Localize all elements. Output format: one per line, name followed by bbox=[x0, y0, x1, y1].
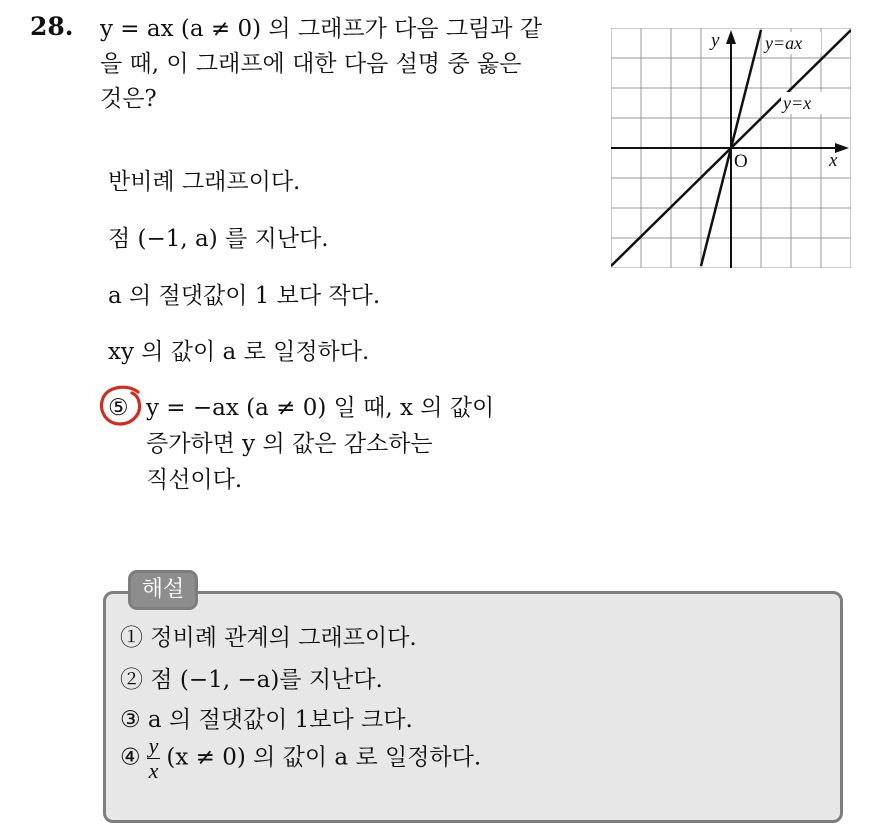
x-axis-label: x bbox=[829, 150, 838, 171]
explanation-line-4 bbox=[120, 734, 481, 783]
choice-5-line-1: y = −ax (a ≠ 0) 일 때, x 의 값이 bbox=[146, 395, 495, 421]
choice-5-line-2: 증가하면 y 의 값은 감소하는 bbox=[146, 431, 433, 457]
question-line-3: 것은? bbox=[100, 86, 157, 112]
explanation-line-4-mark: ④ bbox=[120, 744, 141, 771]
explanation-line-4-rest: (x ≠ 0) 의 값이 a 로 일정하다. bbox=[166, 744, 482, 771]
choice-3 bbox=[108, 278, 380, 314]
fraction-denominator: x bbox=[148, 758, 159, 783]
graph-figure bbox=[611, 28, 851, 268]
explanation-line-2: ② 점 (−1, −a)를 지난다. bbox=[120, 667, 383, 693]
choice-2-text: 점 (−1, a) 를 지난다. bbox=[108, 226, 329, 252]
choice-4 bbox=[108, 334, 369, 370]
choice-2 bbox=[108, 221, 329, 257]
y-axis-arrow bbox=[726, 30, 736, 44]
choice-1 bbox=[108, 164, 300, 200]
answer-circle-mark bbox=[98, 384, 146, 428]
y-axis-label: y bbox=[711, 30, 720, 51]
question-line-1: y = ax (a ≠ 0) 의 그래프가 다음 그림과 같 bbox=[100, 16, 543, 42]
label-y-equals-ax: y=ax bbox=[765, 33, 803, 53]
choice-5 bbox=[108, 390, 494, 498]
explanation-line-1: ① 정비례 관계의 그래프이다. bbox=[120, 625, 417, 651]
choice-1-text: 반비례 그래프이다. bbox=[108, 169, 301, 195]
fraction-y-over-x bbox=[147, 734, 161, 783]
origin-label: O bbox=[734, 151, 748, 172]
choice-5-mark: ⑤ bbox=[108, 395, 129, 421]
label-y-equals-x: y=x bbox=[783, 93, 812, 113]
choice-5-line-3: 직선이다. bbox=[146, 467, 243, 493]
question-number: 28. bbox=[30, 12, 74, 41]
explanation-line-3: ③ a 의 절댓값이 1보다 크다. bbox=[120, 707, 413, 733]
choice-4-text: xy 의 값이 a 로 일정하다. bbox=[108, 339, 370, 365]
fraction-numerator: y bbox=[148, 733, 159, 758]
question-text bbox=[100, 12, 590, 117]
explanation-tab: 해설 bbox=[128, 570, 198, 610]
question-line-2: 을 때, 이 그래프에 대한 다음 설명 중 옳은 bbox=[100, 51, 522, 77]
choice-3-text: a 의 절댓값이 1 보다 작다. bbox=[108, 283, 381, 309]
